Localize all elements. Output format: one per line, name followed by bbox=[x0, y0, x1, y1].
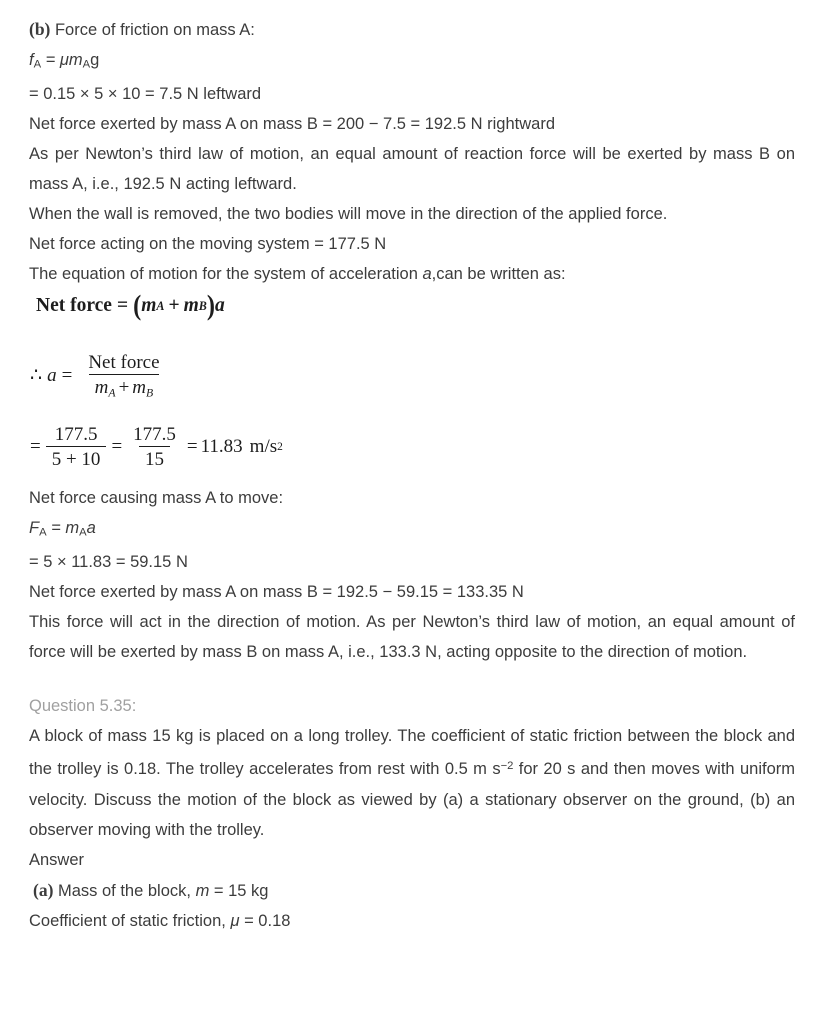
eq1-m-a-sub: A bbox=[156, 298, 165, 313]
eq3-equals-2: = bbox=[111, 436, 123, 458]
answer-a-var-m: m bbox=[195, 881, 210, 900]
section-spacer bbox=[29, 667, 795, 691]
document-content-lower bbox=[29, 483, 795, 936]
net-force-a-on-b: Net force exerted by mass A on mass B = 200 − 7.5 = 192.5 N rightward bbox=[29, 115, 555, 134]
formula-F-mid: = m bbox=[46, 519, 80, 537]
subscript-m-a: A bbox=[79, 526, 87, 539]
net-force-cause-line: Net force causing mass A to move: bbox=[29, 489, 284, 507]
eq3-equals-3: = bbox=[186, 436, 198, 458]
eq2-den-m-b-sub: B bbox=[146, 386, 154, 400]
eq2-therefore: ∴ bbox=[30, 365, 43, 387]
force-a-numeric: = 5 × 11.83 = 59.15 N bbox=[29, 553, 188, 572]
subscript-F-a: A bbox=[39, 526, 47, 539]
wall-removed-line: When the wall is removed, the two bodies will move in the direction of the applied force. bbox=[29, 205, 668, 224]
eq1-lhs: Net force bbox=[36, 295, 112, 316]
eq2-den-m-b: m bbox=[132, 377, 147, 399]
eq3-frac2-den: 15 bbox=[139, 446, 170, 470]
section-b-heading bbox=[29, 14, 795, 45]
eq3-equals-1: = bbox=[30, 436, 41, 458]
eq2-fraction bbox=[82, 352, 165, 400]
eq2-denominator bbox=[89, 374, 160, 399]
eq1-open-paren: ( bbox=[133, 289, 142, 322]
eq2-equals: = bbox=[61, 364, 73, 386]
eq1-m-a: m bbox=[141, 295, 157, 316]
answer-a-pre: Mass of the block, bbox=[53, 881, 196, 900]
question-body-post: for 20 s and then moves with uniform velocity. Discuss the motion of the block as viewed by (a) a stationary observer on the ground, (b) an observer moving with the trolley. bbox=[29, 760, 795, 839]
eq1-m-b: m bbox=[183, 295, 199, 316]
question-sup-minus: − bbox=[500, 760, 508, 773]
net-force-moving-system: Net force acting on the moving system = 177.5 N bbox=[29, 235, 387, 254]
answer-a-post: = 15 kg bbox=[209, 881, 269, 900]
section-b-heading-text: Force of friction on mass A: bbox=[50, 21, 255, 39]
document-content bbox=[29, 14, 795, 289]
net-force-a-on-b-2: Net force exerted by mass A on mass B = 192.5 − 59.15 = 133.35 N bbox=[29, 583, 524, 602]
answer-a-label: (a) bbox=[33, 879, 54, 900]
question-body bbox=[29, 721, 795, 844]
equation-net-force bbox=[36, 289, 225, 322]
answer-coeff-var-mu: μ bbox=[230, 911, 240, 930]
equation-of-motion-intro bbox=[29, 259, 795, 289]
answer-coefficient-line bbox=[29, 906, 795, 936]
newtons-third-law-paragraph: As per Newton’s third law of motion, an equal amount of reaction force will be exerted by mass B on mass A, i.e., 192.5 N acting leftward. bbox=[29, 145, 795, 194]
eq3-fraction-1 bbox=[46, 424, 107, 471]
question-sup-two: 2 bbox=[507, 760, 514, 773]
formula-friction-force bbox=[29, 45, 795, 79]
eq3-frac2-num: 177.5 bbox=[133, 424, 176, 445]
eq2-den-m-a-sub: A bbox=[108, 386, 116, 400]
equation-acceleration-value bbox=[30, 424, 283, 471]
section-b-label: (b) bbox=[29, 19, 51, 39]
eq3-result: 11.83 bbox=[200, 436, 243, 458]
eq2-den-m-a: m bbox=[94, 377, 109, 399]
question-heading: Question 5.35: bbox=[29, 697, 137, 716]
eq3-frac1-den: 5 + 10 bbox=[46, 446, 107, 470]
eq-intro-var-a: a bbox=[422, 265, 432, 284]
eq1-close-paren: ) bbox=[206, 289, 215, 322]
eq1-plus: + bbox=[168, 295, 180, 316]
eq1-equals: = bbox=[116, 295, 129, 316]
question-body-pre: A block of mass 15 kg is placed on a long trolley. The coefficient of static friction between the block and the trolley is 0.18. The trolley accelerates from rest with 0.5 m s bbox=[29, 727, 795, 779]
direction-of-motion-paragraph: This force will act in the direction of motion. As per Newton’s third law of motion, an equal amount of force will be exerted by mass B on mass A, i.e., 133.3 N, acting opposite to the direction of motion. bbox=[29, 613, 795, 662]
eq1-a: a bbox=[214, 295, 225, 316]
eq2-den-plus: + bbox=[118, 377, 130, 399]
eq3-fraction-2 bbox=[127, 424, 182, 471]
symbol-g: g bbox=[90, 51, 100, 69]
answer-coeff-post: = 0.18 bbox=[239, 911, 291, 930]
eq-intro-pre: The equation of motion for the system of acceleration bbox=[29, 265, 423, 284]
formula-friction-numeric: = 0.15 × 5 × 10 = 7.5 N leftward bbox=[29, 85, 262, 104]
eq3-frac1-num: 177.5 bbox=[54, 424, 98, 445]
answer-label: Answer bbox=[29, 850, 85, 869]
subscript-a: A bbox=[33, 58, 42, 71]
answer-coeff-pre: Coefficient of static friction, bbox=[29, 911, 231, 930]
answer-part-a bbox=[29, 875, 795, 906]
equation-acceleration bbox=[30, 352, 171, 400]
formula-force-a bbox=[29, 513, 795, 547]
eq1-m-b-sub: B bbox=[198, 298, 207, 313]
eq3-unit: m/s bbox=[249, 436, 278, 458]
symbol-f: f bbox=[29, 51, 34, 69]
eq3-unit-exponent: 2 bbox=[277, 441, 283, 454]
subscript-a-2: A bbox=[82, 58, 91, 71]
symbol-a: a bbox=[86, 519, 96, 537]
eq-intro-post: ,can be written as: bbox=[431, 265, 566, 284]
formula-mid: = μm bbox=[41, 51, 83, 69]
symbol-F: F bbox=[29, 519, 40, 537]
eq2-a: a bbox=[47, 364, 57, 386]
eq2-numerator: Net force bbox=[88, 352, 160, 373]
